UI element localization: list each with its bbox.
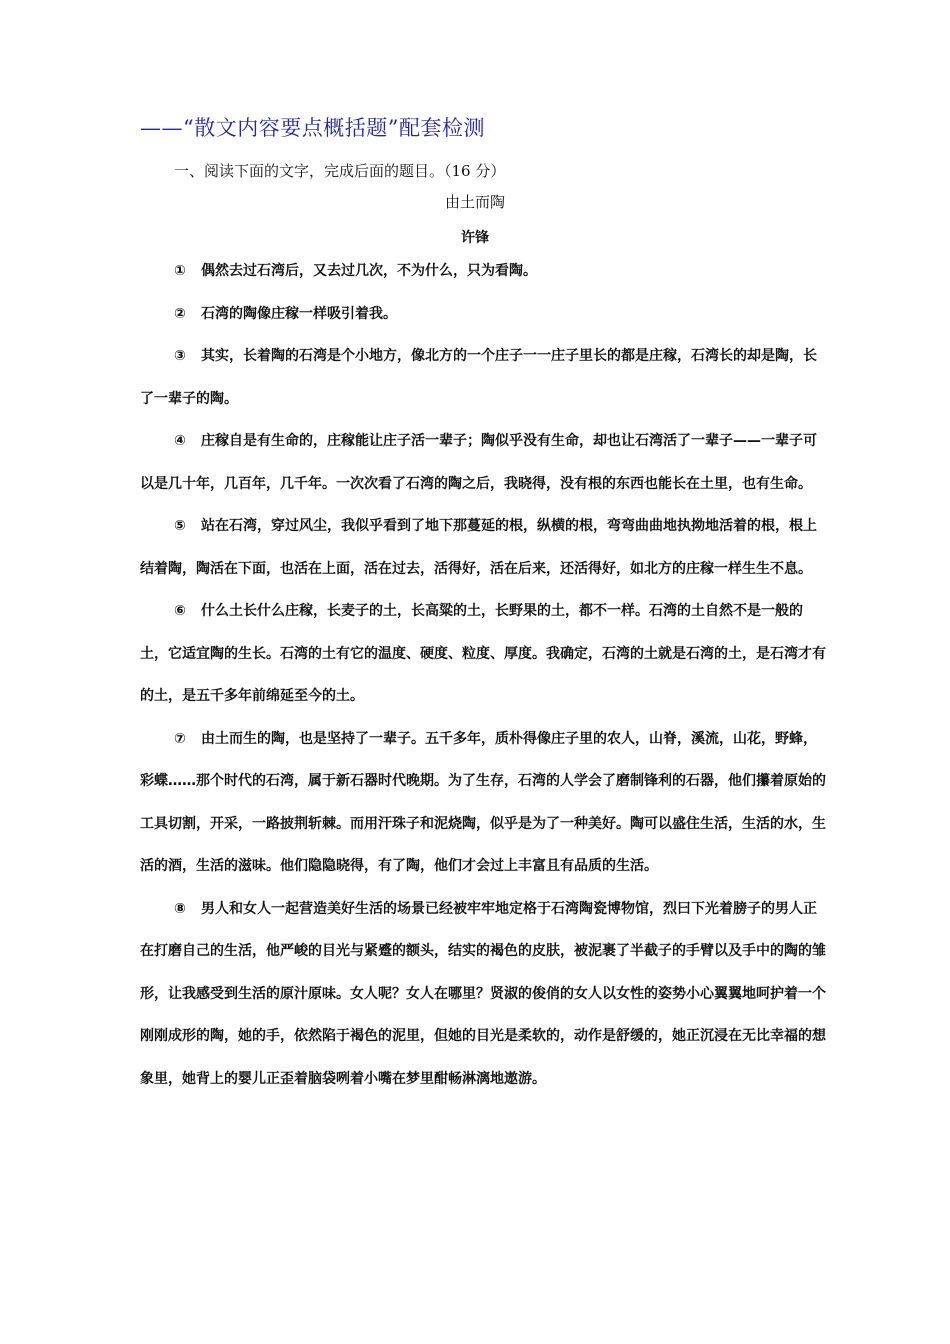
paragraph-text: 其实，长着陶的石湾是个小地方，像北方的一个庄子一一庄子里长的都是庄稼，石湾长的却是陶，长了一辈子的陶。: [140, 348, 817, 407]
paragraph-text: 庄稼自是有生命的，庄稼能让庄子活一辈子；陶似乎没有生命，却也让石湾活了一辈子——一辈子可以是几十年，几百年，几千年。一次次看了石湾的陶之后，我晓得，没有根的东西也能长在土里，也有生命。: [140, 433, 817, 492]
paragraph-text: 石湾的陶像庄稼一样吸引着我。: [201, 305, 397, 322]
paragraph-number: ②: [174, 305, 186, 322]
paragraph-number: ④: [174, 433, 186, 449]
essay-title: 由土而陶: [444, 193, 505, 211]
question-instruction: 一、阅读下面的文字，完成后面的题目。（16 分）: [174, 162, 506, 180]
paragraph-text: 男人和女人一起营造美好生活的场景已经被牢牢地定格于石湾陶瓷博物馆，烈曰下光着膀子的男人正在打磨自己的生活，他严峻的目光与紧蹙的额头，结实的褐色的皮肤，被泥裹了半截子的手臂以及手中的陶的雏形，让我感受到生活的原汁原味。女人呢？女人在哪里？贤淑的俊俏的女人以女性的姿势小心翼翼地呵护着一个刚刚成形的陶，她的手，依然陷于褐色的泥里，但她的目光是柔软的，动作是舒缓的，她正沉浸在无比幸福的想象里，她背上的婴儿正歪着脑袋咧着小嘴在梦里酣畅淋漓地遨游。: [140, 900, 826, 1087]
paragraph-1: [140, 250, 826, 293]
paragraph-number: ③: [174, 348, 186, 364]
paragraph-number: ⑤: [174, 518, 186, 534]
paragraph-number: ⑦: [174, 730, 186, 747]
paragraph-text: 什么土长什么庄稼，长麦子的土，长高粱的土，长野果的土，都不一样。石湾的土自然不是一般的土，它适宜陶的生长。石湾的土有它的温度、硬度、粒度、厚度。我确定，石湾的土就是石湾的土，是石湾才有的土，是五千多年前绵延至今的土。: [140, 603, 826, 704]
section-heading: ——“散文内容要点概括题”配套检测: [140, 116, 485, 140]
paragraph-7: [140, 718, 826, 888]
paragraph-text: 站在石湾，穿过风尘，我似乎看到了地下那蔓延的根，纵横的根，弯弯曲曲地执拗地活着的根，根上结着陶，陶活在下面，也活在上面，活在过去，活得好，活在后来，还活得好，如北方的庄稼一样生生不息。: [140, 518, 817, 577]
paragraph-6: [140, 590, 826, 718]
paragraph-3: [140, 335, 826, 420]
paragraph-number: ⑥: [174, 603, 186, 619]
paragraph-text: 偶然去过石湾后，又去过几次，不为什么，只为看陶。: [201, 263, 537, 279]
paragraph-number: ①: [174, 263, 186, 279]
paragraph-8: [140, 888, 826, 1101]
paragraph-text: 由土而生的陶，也是坚持了一辈子。五千多年，质朴得像庄子里的农人，山脊，溪流，山花，野蜂，彩蝶……那个时代的石湾，属于新石器时代晚期。为了生存，石湾的人学会了磨制锋利的石器，他们攥着原始的工具切割，开采，一路披荆斩棘。而用汗珠子和泥烧陶，似乎是为了一种美好。陶可以盛住生活，生活的水，生活的酒，生活的滋味。他们隐隐晓得，有了陶，他们才会过上丰富且有品质的生活。: [140, 730, 826, 874]
essay-body: [140, 250, 826, 1100]
paragraph-2: [140, 293, 826, 336]
paragraph-number: ⑧: [174, 900, 186, 917]
paragraph-5: [140, 505, 826, 590]
paragraph-4: [140, 420, 826, 505]
essay-author: 许锋: [461, 230, 489, 246]
